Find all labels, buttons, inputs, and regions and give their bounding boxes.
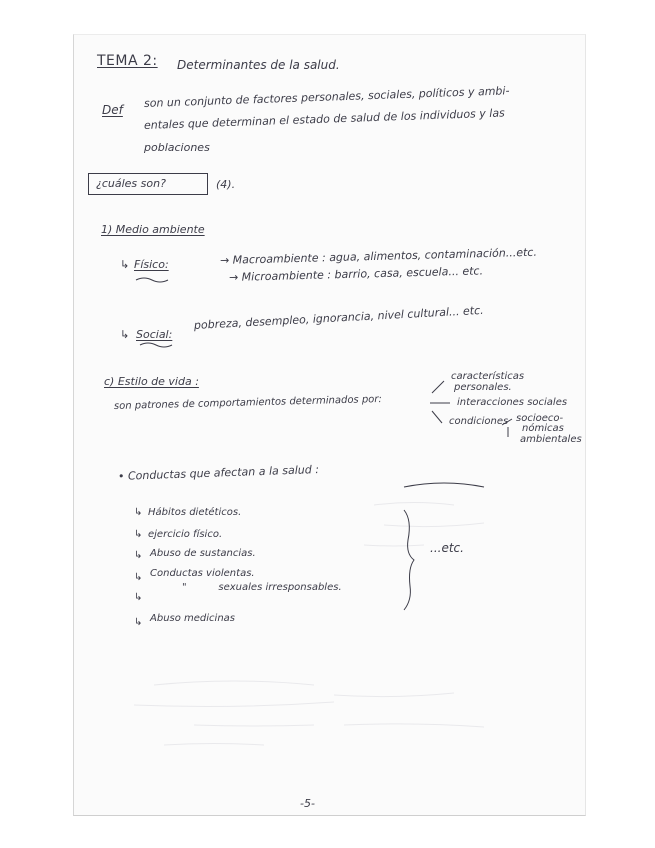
- arrow-icon-social: ↳: [120, 328, 130, 341]
- branch-nomicas: nómicas: [522, 423, 564, 434]
- conductas-etc: ...etc.: [430, 541, 464, 555]
- branch-ambientales: ambientales: [520, 434, 582, 445]
- definition-line-2: entales que determinan el estado de salud de los individuos y las: [143, 106, 506, 132]
- definition-line-3: poblaciones: [144, 141, 210, 154]
- question-text: ¿cuáles son?: [96, 177, 166, 190]
- title-text: Determinantes de la salud.: [177, 58, 340, 72]
- question-count: (4).: [216, 178, 236, 191]
- definition-line-1: son un conjunto de factores personales, sociales, políticos y ambi-: [143, 84, 510, 110]
- arrow-icon-item-2: ↳: [134, 529, 143, 540]
- arrow-icon-item-6: ↳: [134, 617, 143, 628]
- branch-personales: personales.: [454, 382, 512, 393]
- title-label: TEMA 2:: [97, 53, 158, 69]
- fisico-item-macro: → Macroambiente : agua, alimentos, contaminación...etc.: [219, 245, 538, 267]
- arrow-icon-item-1: ↳: [134, 507, 143, 518]
- conducta-item-violentas: Conductas violentas.: [150, 568, 255, 579]
- estilo-vida-text: son patrones de comportamientos determinados por:: [113, 393, 382, 412]
- arrow-icon-fisico: ↳: [120, 258, 130, 271]
- conducta-item-ejercicio: ejercicio físico.: [148, 529, 223, 540]
- arrow-icon-item-3: ↳: [134, 550, 143, 561]
- branch-interacciones: interacciones sociales: [457, 397, 568, 408]
- social-label: Social:: [136, 328, 173, 341]
- branch-socioeco: socioeco-: [516, 413, 564, 424]
- conducta-item-abuso-sustancias: Abuso de sustancias.: [150, 548, 256, 559]
- section-medio-ambiente-heading: 1) Medio ambiente: [101, 223, 205, 236]
- social-text: pobreza, desempleo, ignorancia, nivel cultural... etc.: [193, 303, 484, 332]
- conducta-item-sexuales: " sexuales irresponsables.: [182, 582, 342, 593]
- branch-lines: [74, 35, 585, 815]
- conducta-item-medicinas: Abuso medicinas: [150, 613, 236, 624]
- branch-caracteristicas: características: [451, 371, 525, 382]
- arrow-icon-item-5: ↳: [134, 592, 143, 603]
- arrow-icon-item-4: ↳: [134, 572, 143, 583]
- conductas-heading: • Conductas que afectan a la salud :: [117, 462, 320, 483]
- page-number: -5-: [300, 797, 315, 810]
- section-estilo-vida-heading: c) Estilo de vida :: [104, 375, 199, 388]
- fisico-label: Físico:: [134, 258, 169, 271]
- notebook-page: [73, 34, 586, 816]
- conducta-item-habitos: Hábitos dietéticos.: [148, 507, 242, 518]
- fisico-item-micro: → Microambiente : barrio, casa, escuela... etc.: [228, 264, 484, 284]
- definition-label: Def: [102, 103, 123, 117]
- branch-condiciones: condiciones: [449, 416, 509, 427]
